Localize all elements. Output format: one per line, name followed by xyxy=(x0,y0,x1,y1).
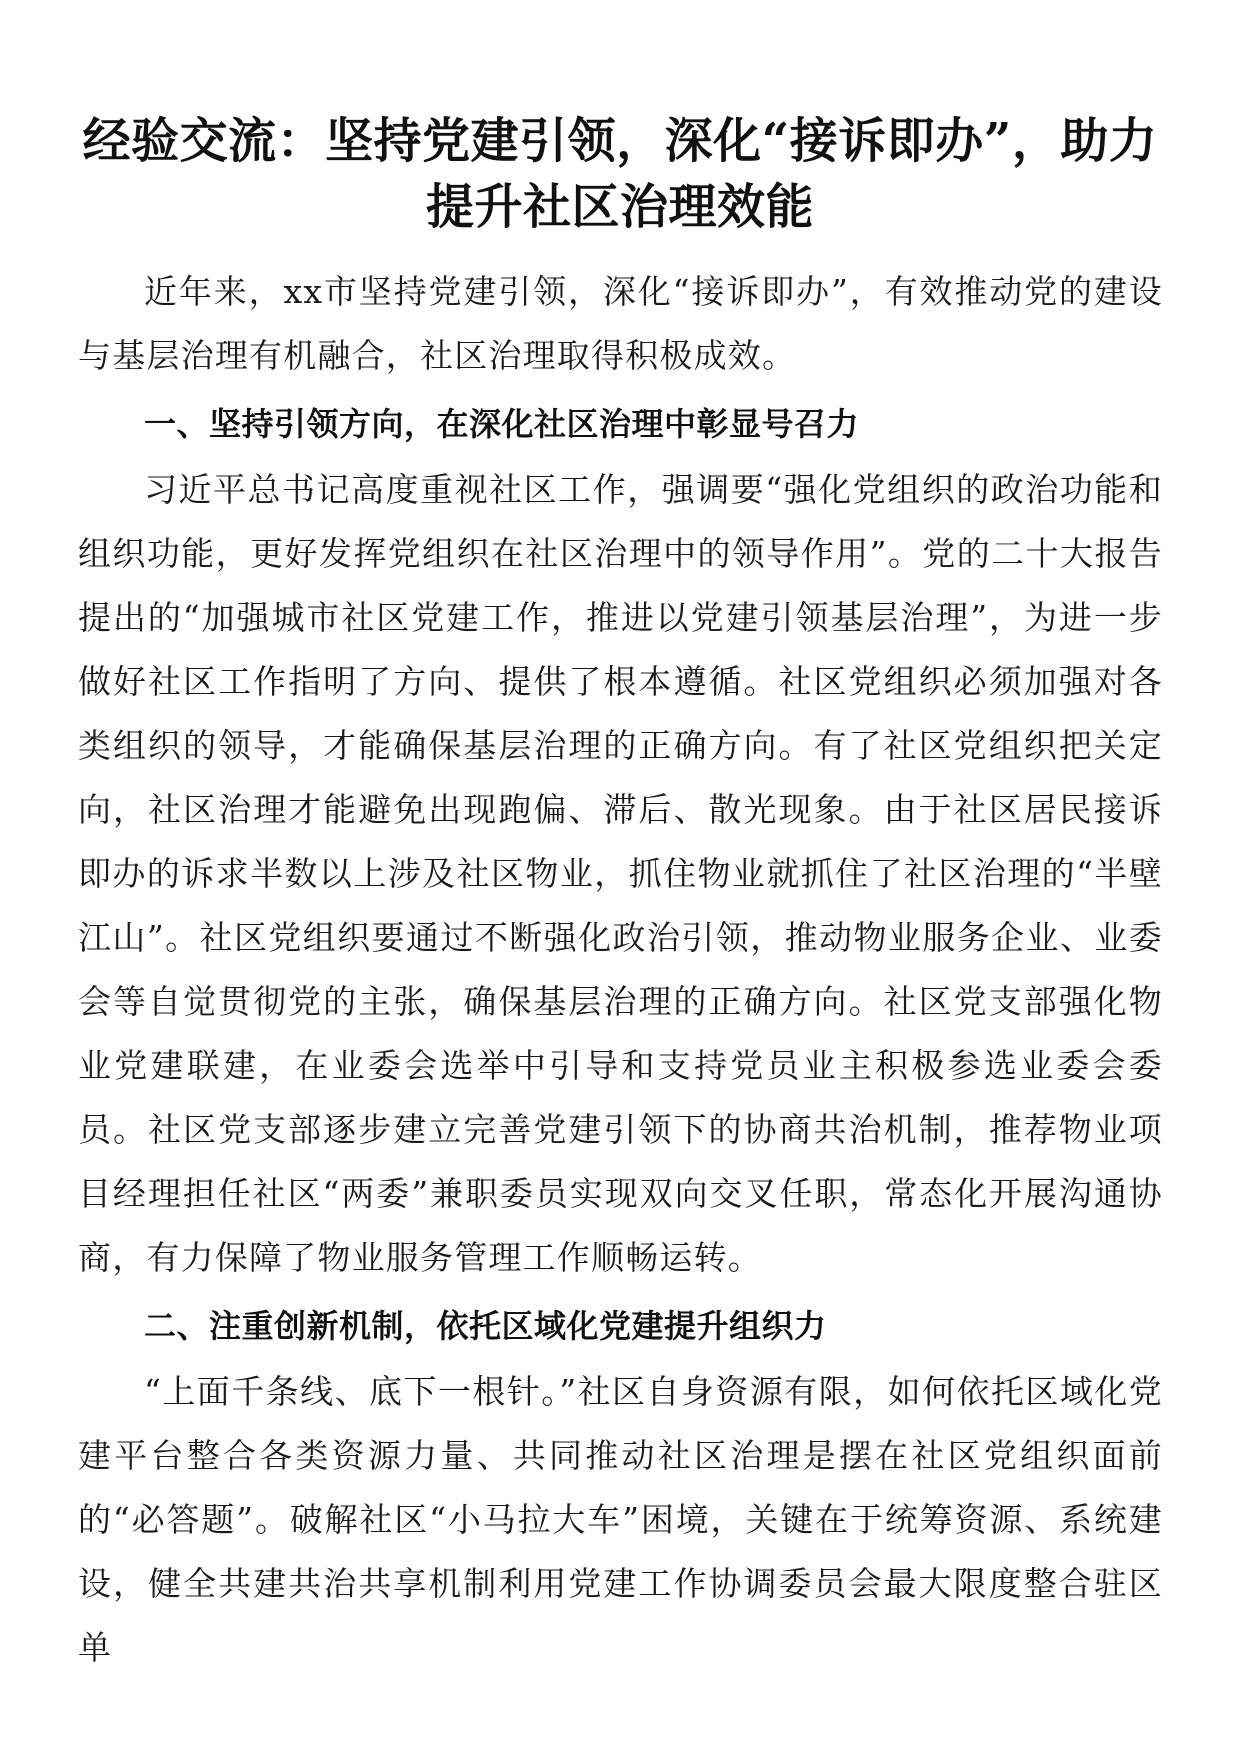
document-title: 经验交流：坚持党建引领，深化“接诉即办”，助力提升社区治理效能 xyxy=(82,113,1158,235)
section-heading-1: 一、坚持引领方向，在深化社区治理中彰显号召力 xyxy=(144,405,860,443)
section-heading-2: 二、注重创新机制，依托区域化党建提升组织力 xyxy=(144,1307,827,1345)
document-body xyxy=(78,260,1163,1680)
section-2-paragraph: “上面千条线、底下一根针。”社区自身资源有限，如何依托区域化党建平台整合各类资源力量、共同推动社区治理是摆在社区党组织面前的“必答题”。破解社区“小马拉大车”困境，关键在于统筹资源、系统建设，健全共建共治共享机制利用党建工作协调委员会最大限度整合驻区单 xyxy=(78,1372,1163,1667)
section-1-paragraph: 习近平总书记高度重视社区工作，强调要“强化党组织的政治功能和组织功能，更好发挥党组织在社区治理中的领导作用”。党的二十大报告提出的“加强城市社区党建工作，推进以党建引领基层治理”，为进一步做好社区工作指明了方向、提供了根本遵循。社区党组织必须加强对各类组织的领导，才能确保基层治理的正确方向。有了社区党组织把关定向，社区治理才能避免出现跑偏、滞后、散光现象。由于社区居民接诉即办的诉求半数以上涉及社区物业，抓住物业就抓住了社区治理的“半壁江山”。社区党组织要通过不断强化政治引领，推动物业服务企业、业委会等自觉贯彻党的主张，确保基层治理的正确方向。社区党支部强化物业党建联建，在业委会选举中引导和支持党员业主积极参选业委会委员。社区党支部逐步建立完善党建引领下的协商共治机制，推荐物业项目经理担任社区“两委”兼职委员实现双向交叉任职，常态化开展沟通协商，有力保障了物业服务管理工作顺畅运转。 xyxy=(78,470,1163,1277)
intro-paragraph: 近年来，xx市坚持党建引领，深化“接诉即办”，有效推动党的建设与基层治理有机融合，社区治理取得积极成效。 xyxy=(78,272,1163,375)
